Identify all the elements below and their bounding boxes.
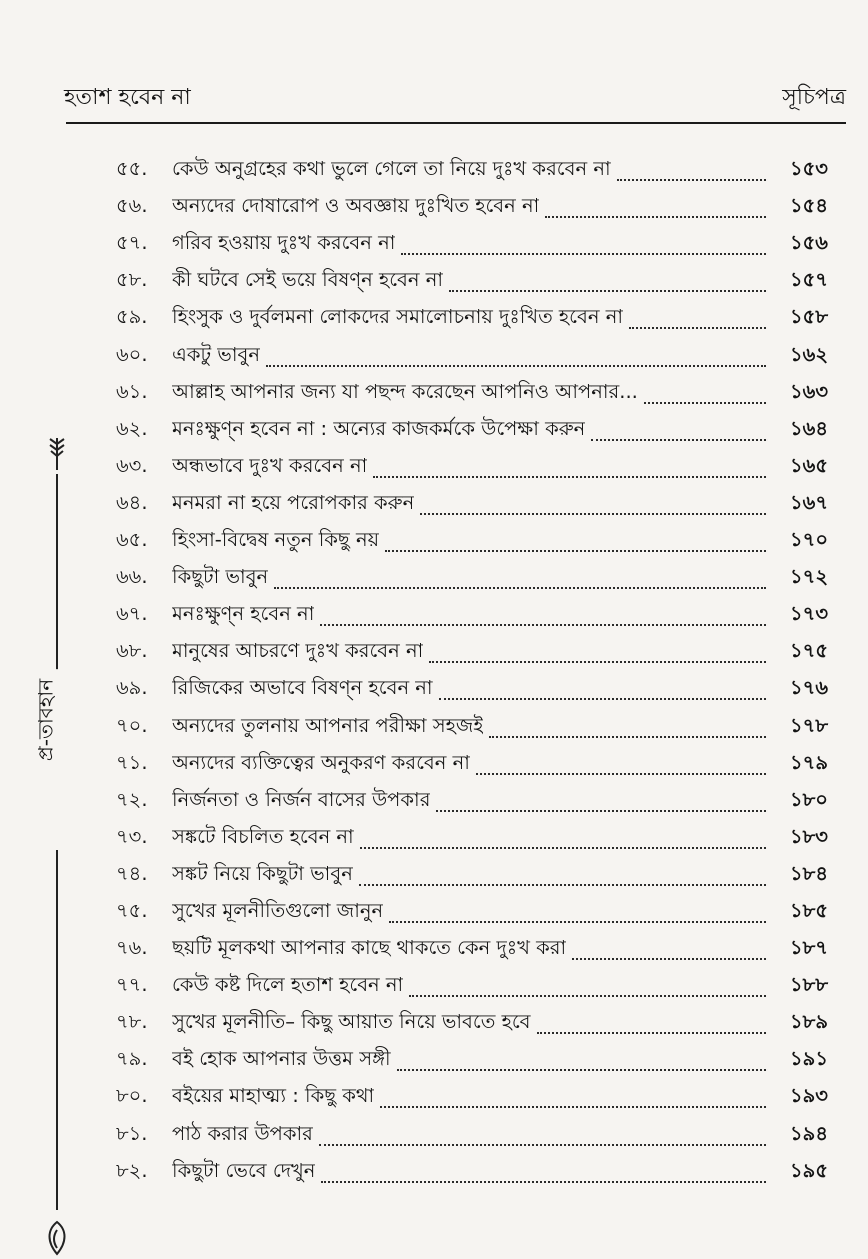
entry-title: মনমরা না হয়ে পরোপকার করুন bbox=[172, 490, 415, 514]
toc-entry[interactable] bbox=[116, 261, 828, 298]
entry-title: সঙ্কট নিয়ে কিছুটা ভাবুন bbox=[172, 861, 353, 885]
entry-number: ৬৭. bbox=[116, 602, 148, 626]
toc-entry[interactable] bbox=[116, 447, 828, 484]
entry-number: ৭০. bbox=[116, 713, 148, 737]
entry-number: ৬১. bbox=[116, 379, 148, 403]
entry-number: ৬৯. bbox=[116, 676, 148, 700]
entry-title: হিংসুক ও দুর্বলমনা লোকদের সমালোচনায় দুঃখিত হবেন না bbox=[172, 305, 623, 329]
toc-entry[interactable] bbox=[116, 1040, 828, 1077]
toc-entry[interactable] bbox=[116, 706, 828, 743]
entry-number: ৭৮. bbox=[116, 1010, 148, 1034]
entry-page: ১৮৪ bbox=[790, 861, 828, 885]
entry-title: বই হোক আপনার উত্তম সঙ্গী bbox=[172, 1047, 391, 1071]
dot-leader bbox=[266, 365, 766, 367]
dot-leader bbox=[420, 513, 766, 515]
toc-entry[interactable] bbox=[116, 855, 828, 892]
toc-entry[interactable] bbox=[116, 892, 828, 929]
entry-title: বইয়ের মাহাত্ম্য : কিছু কথা bbox=[172, 1084, 375, 1108]
dot-leader bbox=[389, 921, 766, 923]
toc-entry[interactable] bbox=[116, 298, 828, 335]
dot-leader bbox=[373, 476, 766, 478]
toc-entry[interactable] bbox=[116, 781, 828, 818]
dot-leader bbox=[572, 958, 766, 960]
side-label-text: প্র-তাবহান bbox=[32, 669, 65, 771]
dot-leader bbox=[380, 1106, 766, 1108]
entry-number: ৮২. bbox=[116, 1158, 148, 1182]
entry-number: ৭৫. bbox=[116, 898, 148, 922]
toc-entry[interactable] bbox=[116, 1152, 828, 1189]
entry-title: সঙ্কটে বিচলিত হবেন না bbox=[172, 824, 354, 848]
entry-number: ৭২. bbox=[116, 787, 148, 811]
entry-number: ৬২. bbox=[116, 416, 148, 440]
dot-leader bbox=[644, 402, 766, 404]
entry-page: ১৬৫ bbox=[790, 453, 828, 477]
toc-entry[interactable] bbox=[116, 1003, 828, 1040]
entry-title: একটু ভাবুন bbox=[172, 342, 260, 366]
entry-number: ৬৫. bbox=[116, 528, 148, 552]
entry-title: কেউ অনুগ্রহের কথা ভুলে গেলে তা নিয়ে দুঃখ করবেন না bbox=[172, 157, 611, 181]
toc-entry[interactable] bbox=[116, 818, 828, 855]
entry-number: ৫৬. bbox=[116, 194, 148, 218]
dot-leader bbox=[439, 698, 766, 700]
entry-number: ৭৭. bbox=[116, 973, 148, 997]
entry-title: ছয়টি মূলকথা আপনার কাছে থাকতে কেন দুঃখ করা bbox=[172, 936, 567, 960]
entry-page: ১৬২ bbox=[789, 342, 828, 366]
entry-title: কিছুটা ভাবুন bbox=[172, 565, 269, 589]
toc-entry[interactable] bbox=[116, 558, 828, 595]
entry-page: ১৮৭ bbox=[790, 936, 828, 960]
toc-entry[interactable] bbox=[116, 484, 828, 521]
entry-title: গরিব হওয়ায় দুঃখ করবেন না bbox=[172, 231, 396, 255]
entry-title: পাঠ করার উপকার bbox=[172, 1121, 313, 1145]
entry-title: অন্যদের দোষারোপ ও অবজ্ঞায় দুঃখিত হবেন না bbox=[172, 194, 540, 218]
entry-number: ৫৮. bbox=[116, 268, 148, 292]
toc-entry[interactable] bbox=[116, 744, 828, 781]
entry-page: ১৬৭ bbox=[789, 490, 828, 514]
entry-page: ১৭৬ bbox=[789, 676, 828, 700]
toc-entry[interactable] bbox=[116, 1114, 828, 1151]
entry-number: ৬৬. bbox=[116, 565, 148, 589]
dot-leader bbox=[537, 1032, 766, 1034]
toc-entry[interactable] bbox=[116, 1077, 828, 1114]
entry-title: সুখের মূলনীতিগুলো জানুন bbox=[172, 898, 384, 922]
entry-page: ১৮৯ bbox=[790, 1010, 828, 1034]
toc-entry[interactable] bbox=[116, 335, 828, 372]
entry-title: অন্যদের ব্যক্তিত্বের অনুকরণ করবেন না bbox=[172, 750, 470, 774]
entry-number: ৭১. bbox=[116, 750, 148, 774]
toc-entry[interactable] bbox=[116, 521, 828, 558]
toc-entry[interactable] bbox=[116, 373, 828, 410]
entry-page: ১৭২ bbox=[789, 565, 828, 589]
dot-leader bbox=[629, 327, 766, 329]
entry-title: হিংসা-বিদ্বেষ নতুন কিছু নয় bbox=[172, 528, 380, 552]
toc-entry[interactable] bbox=[116, 669, 828, 706]
entry-page: ১৭০ bbox=[789, 528, 828, 552]
dot-leader bbox=[359, 884, 766, 886]
entry-number: ৬০. bbox=[116, 342, 148, 366]
entry-number: ৮০. bbox=[116, 1084, 148, 1108]
entry-title: কিছুটা ভেবে দেখুন bbox=[172, 1158, 316, 1182]
book-title: হতাশ হবেন না bbox=[64, 85, 191, 110]
entry-page: ১৬৩ bbox=[789, 379, 828, 403]
entry-title: সুখের মূলনীতি– কিছু আয়াত নিয়ে ভাবতে হবে bbox=[172, 1010, 531, 1034]
entry-page: ১৬৪ bbox=[790, 416, 828, 440]
entry-page: ১৮০ bbox=[790, 787, 828, 811]
dot-leader bbox=[401, 253, 766, 255]
entry-page: ১৯৫ bbox=[790, 1158, 828, 1182]
toc-entry[interactable] bbox=[116, 595, 828, 632]
entry-title: অন্যদের তুলনায় আপনার পরীক্ষা সহজই bbox=[172, 713, 484, 737]
entry-page: ১৯৪ bbox=[790, 1121, 828, 1145]
entry-page: ১৮৮ bbox=[790, 973, 828, 997]
entry-number: ৬৮. bbox=[116, 639, 148, 663]
entry-title: রিজিকের অভাবে বিষণ্ন হবেন না bbox=[172, 676, 433, 700]
entry-number: ৭৯. bbox=[116, 1047, 148, 1071]
dot-leader bbox=[321, 1181, 766, 1183]
entry-number: ৫৯. bbox=[116, 305, 148, 329]
dot-leader bbox=[409, 995, 766, 997]
entry-page: ১৯১ bbox=[790, 1047, 828, 1071]
toc-entry[interactable] bbox=[116, 150, 828, 187]
dot-leader bbox=[591, 439, 766, 441]
table-of-contents bbox=[116, 150, 828, 1189]
entry-page: ১৮৩ bbox=[790, 824, 828, 848]
toc-entry[interactable] bbox=[116, 410, 828, 447]
dot-leader bbox=[397, 1069, 766, 1071]
entry-page: ১৫৬ bbox=[790, 231, 828, 255]
page-header bbox=[64, 74, 846, 120]
entry-page: ১৭৫ bbox=[790, 639, 828, 663]
dot-leader bbox=[385, 550, 766, 552]
entry-page: ১৮৫ bbox=[790, 898, 828, 922]
toc-entry[interactable] bbox=[116, 966, 828, 1003]
side-ornament-column bbox=[40, 430, 74, 1259]
toc-entry[interactable] bbox=[116, 929, 828, 966]
entry-page: ১৫৩ bbox=[790, 157, 828, 181]
entry-number: ৭৬. bbox=[116, 936, 148, 960]
header-rule bbox=[66, 122, 846, 124]
entry-title: মনঃক্ষুণ্ন হবেন না bbox=[172, 602, 315, 626]
section-title: সূচিপত্র bbox=[782, 85, 846, 110]
dot-leader bbox=[489, 736, 766, 738]
entry-title: মানুষের আচরণে দুঃখ করবেন না bbox=[172, 639, 424, 663]
entry-page: ১৫৮ bbox=[790, 305, 828, 329]
dot-leader bbox=[436, 810, 766, 812]
dot-leader bbox=[449, 290, 766, 292]
entry-number: ৫৭. bbox=[116, 231, 148, 255]
dot-leader bbox=[617, 179, 766, 181]
entry-number: ৬৩. bbox=[116, 453, 148, 477]
entry-page: ১৭৯ bbox=[790, 750, 828, 774]
entry-number: ৬৪. bbox=[116, 490, 148, 514]
entry-title: কেউ কষ্ট দিলে হতাশ হবেন না bbox=[172, 973, 404, 997]
entry-number: ৮১. bbox=[116, 1121, 148, 1145]
toc-entry[interactable] bbox=[116, 632, 828, 669]
entry-title: মনঃক্ষুণ্ন হবেন না : অন্যের কাজকর্মকে উপেক্ষা করুন bbox=[172, 416, 586, 440]
entry-title: আল্লাহ আপনার জন্য যা পছন্দ করেছেন আপনিও আপনার... bbox=[172, 379, 638, 403]
entry-number: ৭৩. bbox=[116, 824, 148, 848]
entry-page: ১৭৩ bbox=[789, 602, 828, 626]
toc-entry[interactable] bbox=[116, 187, 828, 224]
entry-title: কী ঘটবে সেই ভয়ে বিষণ্ন হবেন না bbox=[172, 268, 444, 292]
entry-title: অন্ধভাবে দুঃখ করবেন না bbox=[172, 453, 368, 477]
dot-leader bbox=[476, 773, 766, 775]
top-ornament-icon bbox=[45, 436, 69, 472]
side-line-bottom bbox=[56, 850, 58, 1210]
entry-number: ৭৪. bbox=[116, 861, 148, 885]
dot-leader bbox=[274, 587, 766, 589]
dot-leader bbox=[319, 1144, 766, 1146]
entry-page: ১৯৩ bbox=[790, 1084, 828, 1108]
entry-page: ১৫৭ bbox=[790, 268, 828, 292]
dot-leader bbox=[320, 624, 766, 626]
dot-leader bbox=[360, 847, 766, 849]
entry-number: ৫৫. bbox=[116, 157, 148, 181]
entry-page: ১৫৪ bbox=[790, 194, 828, 218]
toc-entry[interactable] bbox=[116, 224, 828, 261]
entry-page: ১৭৮ bbox=[790, 713, 828, 737]
dot-leader bbox=[429, 661, 766, 663]
bottom-ornament-icon bbox=[43, 1220, 71, 1256]
entry-title: নির্জনতা ও নির্জন বাসের উপকার bbox=[172, 787, 431, 811]
dot-leader bbox=[545, 216, 766, 218]
